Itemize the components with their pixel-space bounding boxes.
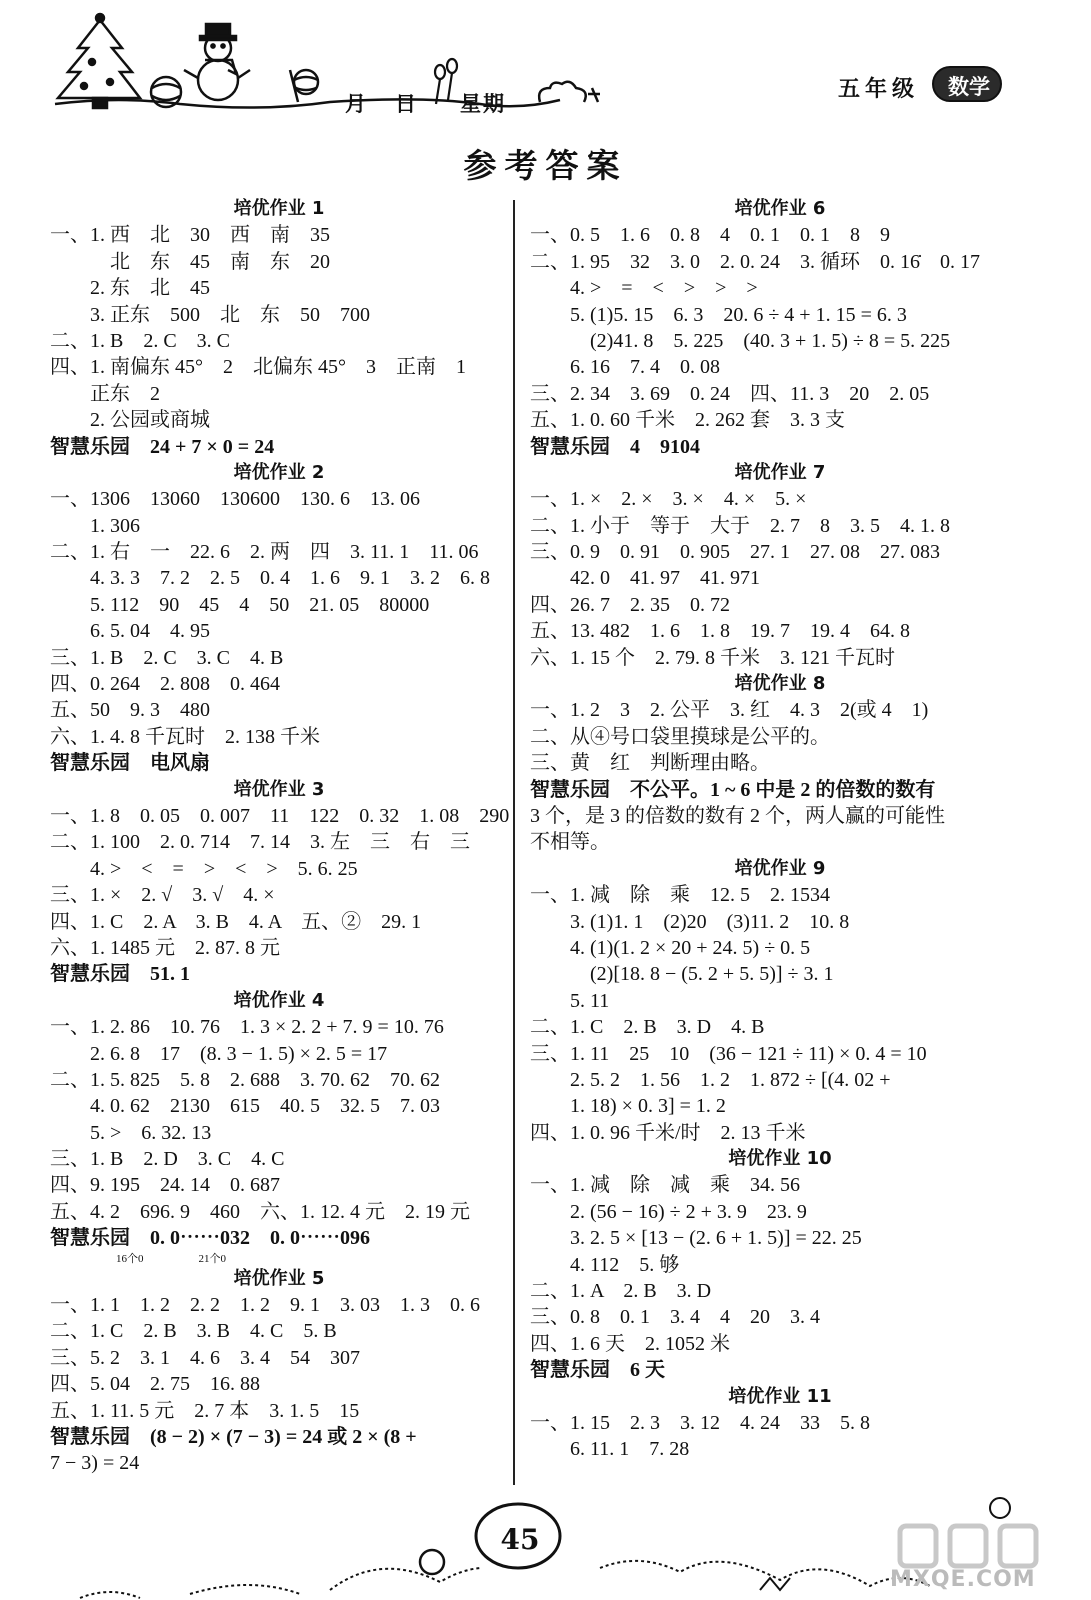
answer-line: 正东 2: [50, 382, 160, 405]
answer-line: 3. 2. 5 × [13 − (2. 6 + 1. 5)] = 22. 25: [530, 1227, 862, 1250]
answer-line: 北 东 45 南 东 20: [50, 250, 330, 273]
answer-line: 四、0. 264 2. 808 0. 464: [50, 673, 280, 696]
answer-line: 四、1. C 2. A 3. B 4. A 五、② 29. 1: [50, 910, 422, 933]
answer-line: 一、1. 减 除 乘 12. 5 2. 1534: [530, 884, 830, 907]
answer-line: 四、5. 04 2. 75 16. 88: [50, 1373, 260, 1396]
date-month-label: 月: [345, 91, 368, 116]
answer-line: 一、1. 8 0. 05 0. 007 11 122 0. 32 1. 08 290: [50, 804, 510, 827]
answer-line: 一、1306 13060 130600 130. 6 13. 06: [50, 488, 420, 511]
answer-line: 2. 东 北 45: [50, 277, 210, 300]
section-heading: 培优作业 6: [734, 198, 826, 219]
section-heading: 培优作业 2: [233, 461, 325, 483]
section-heading: 培优作业 11: [728, 1385, 832, 1407]
watermark-text: MXQE.COM: [890, 1567, 1036, 1592]
answer-line: 二、1. 95 32 3. 0 2. 0. 24 3. 循环 0. 16̇ 0. 17: [530, 250, 980, 273]
answer-line: 一、0. 5 1. 6 0. 8 4 0. 1 0. 1 8 9: [530, 224, 890, 247]
answer-line: 7 − 3) = 24: [50, 1452, 140, 1475]
answer-line: 二、1. 5. 825 5. 8 2. 688 3. 70. 62 70. 62: [50, 1068, 440, 1091]
answer-line: 三、0. 9 0. 91 0. 905 27. 1 27. 08 27. 083: [530, 541, 940, 564]
answer-line: 一、1. 西 北 30 西 南 35: [50, 224, 330, 247]
answer-line: 三、5. 2 3. 1 4. 6 3. 4 54 307: [50, 1346, 360, 1369]
answer-line: 六、1. 4. 8 千瓦时 2. 138 千米: [50, 725, 320, 748]
answer-line: 四、1. 0. 96 千米/时 2. 13 千米: [530, 1121, 806, 1144]
answer-line: 一、1. 2 3 2. 公平 3. 红 4. 3 2(或 4 1): [530, 699, 929, 722]
section-heading: 培优作业 10: [728, 1148, 832, 1170]
answer-line: 一、1. 2. 86 10. 76 1. 3 × 2. 2 + 7. 9 = 10. 76: [50, 1016, 444, 1039]
date-day-label: 日: [395, 91, 418, 116]
answer-line: 4. 112 5. 够: [530, 1253, 680, 1276]
answer-line: 不相等。: [530, 831, 610, 854]
answer-line: 一、1. 减 除 减 乘 34. 56: [530, 1174, 800, 1197]
date-weekday-label: 星期: [460, 91, 506, 116]
answer-line: 一、1. 15 2. 3 3. 12 4. 24 33 5. 8: [530, 1411, 870, 1434]
answer-line: 三、黄 红 判断理由略。: [530, 752, 770, 775]
answer-line: 二、1. 小于 等于 大于 2. 7 8 3. 5 4. 1. 8: [530, 514, 950, 537]
zigzag-icon: [760, 1578, 790, 1590]
answer-line: 六、1. 1485 元 2. 87. 8 元: [50, 936, 280, 959]
answer-line: 一、1. 1 1. 2 2. 2 1. 2 9. 1 3. 03 1. 3 0. 6: [50, 1294, 480, 1317]
answer-line: 5. > 6. 32. 13: [50, 1121, 212, 1144]
answer-line: 3 个，是 3 的倍数的数有 2 个，两人赢的可能性: [530, 804, 945, 827]
answer-line: 二、1. A 2. B 3. D: [530, 1280, 712, 1303]
header-decoration: [0, 0, 1091, 130]
music-note-icon: [435, 59, 457, 104]
answer-line: 6. 5. 04 4. 95: [50, 620, 210, 643]
answer-line: 5. 112 90 45 4 50 21. 05 80000: [50, 593, 430, 616]
snowman-icon: [184, 24, 250, 100]
circle-icon: [420, 1550, 444, 1574]
answer-line: 四、26. 7 2. 35 0. 72: [530, 593, 730, 616]
section-heading: 培优作业 1: [233, 198, 325, 219]
answer-line: 智慧乐园 4 9104: [530, 435, 700, 458]
answer-line: 五、50 9. 3 480: [50, 699, 210, 722]
answer-line: 一、1. × 2. × 3. × 4. × 5. ×: [530, 488, 807, 511]
answer-line: 二、1. 100 2. 0. 714 7. 14 3. 左 三 右 三: [50, 831, 470, 854]
answer-line: 智慧乐园 0. 0⋯⋯032 0. 0⋯⋯096: [50, 1227, 370, 1250]
answer-line: 4. 3. 3 7. 2 2. 5 0. 4 1. 6 9. 1 3. 2 6. 8: [50, 567, 490, 590]
section-heading: 培优作业 9: [734, 857, 826, 879]
answer-line: 4. 0. 62 2130 615 40. 5 32. 5 7. 03: [50, 1095, 440, 1118]
answer-line: 四、1. 6 天 2. 1052 米: [530, 1332, 730, 1355]
section-heading: 培优作业 5: [233, 1267, 325, 1289]
answer-line: 智慧乐园 51. 1: [50, 963, 190, 986]
answer-line: 四、9. 195 24. 14 0. 687: [50, 1174, 280, 1197]
answer-line: 6. 16 7. 4 0. 08: [530, 356, 720, 379]
column-divider: [513, 200, 515, 1485]
answer-line: 智慧乐园 (8 − 2) × (7 − 3) = 24 或 2 × (8 +: [50, 1425, 417, 1448]
answer-line: 1. 306: [50, 514, 140, 537]
christmas-tree-icon: [58, 14, 140, 108]
answer-line: 3. (1)1. 1 (2)20 (3)11. 2 10. 8: [530, 910, 850, 933]
answer-line: 二、1. 右 一 22. 6 2. 两 四 3. 11. 1 11. 06: [50, 541, 479, 564]
answer-line: 2. 公园或商城: [50, 409, 210, 432]
answer-line: 二、1. C 2. B 3. D 4. B: [530, 1016, 765, 1039]
subject-label: 数学: [948, 74, 990, 99]
answer-line: 5. (1)5. 15 6. 3 20. 6 ÷ 4 + 1. 15 = 6. 3: [530, 303, 907, 326]
answer-line: 三、0. 8 0. 1 3. 4 4 20 3. 4: [530, 1306, 820, 1329]
answer-line: 智慧乐园 不公平。1 ~ 6 中是 2 的倍数的数有: [530, 778, 936, 801]
cloud-icon: [539, 82, 600, 102]
ball-icon: [290, 70, 318, 102]
answer-line: 5. 11: [530, 989, 610, 1012]
answer-line: 4. > = < > > >: [530, 277, 758, 300]
answer-line: 五、1. 0. 60 千米 2. 262 套 3. 3 支: [530, 409, 845, 432]
page-title: 参考答案: [463, 146, 628, 185]
answer-line: 16个0 21个0: [50, 1252, 226, 1265]
answer-line: 2. (56 − 16) ÷ 2 + 3. 9 23. 9: [530, 1200, 807, 1223]
right-column: [530, 196, 1030, 1463]
section-heading: 培优作业 7: [734, 461, 826, 483]
answer-line: 4. > < = > < > 5. 6. 25: [50, 857, 358, 880]
answer-line: 五、13. 482 1. 6 1. 8 19. 7 19. 4 64. 8: [530, 620, 910, 643]
answer-line: 四、1. 南偏东 45° 2 北偏东 45° 3 正南 1: [50, 356, 466, 379]
answer-line: 二、从④号口袋里摸球是公平的。: [530, 725, 830, 748]
page-number: 45: [500, 1523, 540, 1556]
answer-line: 智慧乐园 6 天: [530, 1359, 665, 1382]
answer-line: 六、1. 15 个 2. 79. 8 千米 3. 121 千瓦时: [530, 646, 895, 669]
answer-line: 1. 18) × 0. 3] = 1. 2: [530, 1095, 726, 1118]
answer-line: 2. 6. 8 17 (8. 3 − 1. 5) × 2. 5 = 17: [50, 1042, 388, 1065]
answer-line: 三、1. B 2. C 3. C 4. B: [50, 646, 284, 669]
left-column: [50, 196, 508, 1477]
answer-line: 三、2. 34 3. 69 0. 24 四、11. 3 20 2. 05: [530, 382, 930, 405]
section-heading: 培优作业 8: [734, 673, 826, 695]
answer-line: 五、1. 11. 5 元 2. 7 本 3. 1. 5 15: [50, 1399, 360, 1422]
answer-line: (2)[18. 8 − (5. 2 + 5. 5)] ÷ 3. 1: [530, 963, 834, 986]
answer-line: 二、1. C 2. B 3. B 4. C 5. B: [50, 1320, 337, 1343]
section-heading: 培优作业 4: [233, 989, 325, 1011]
answer-line: 五、4. 2 696. 9 460 六、1. 12. 4 元 2. 19 元: [50, 1200, 470, 1223]
subject-badge: [932, 66, 1002, 102]
answer-line: 42. 0 41. 97 41. 971: [530, 567, 760, 590]
answer-line: 3. 正东 500 北 东 50 700: [50, 303, 370, 326]
answer-line: 二、1. B 2. C 3. C: [50, 329, 231, 352]
grade-label: 五年级: [838, 76, 920, 102]
page-header: [0, 0, 1091, 130]
answer-line: 2. 5. 2 1. 56 1. 2 1. 872 ÷ [(4. 02 +: [530, 1068, 891, 1091]
answer-line: 4. (1)(1. 2 × 20 + 24. 5) ÷ 0. 5: [530, 936, 811, 959]
answer-line: 智慧乐园 24 + 7 × 0 = 24: [50, 435, 275, 458]
answer-line: (2)41. 8 5. 225 (40. 3 + 1. 5) ÷ 8 = 5. 225: [530, 329, 951, 352]
answer-line: 6. 11. 1 7. 28: [530, 1438, 690, 1461]
answer-line: 智慧乐园 电风扇: [50, 752, 210, 775]
answer-line: 三、1. B 2. D 3. C 4. C: [50, 1148, 285, 1171]
answer-line: 三、1. 11 25 10 (36 − 121 ÷ 11) × 0. 4 = 10: [530, 1042, 927, 1065]
answer-line: 三、1. × 2. √ 3. √ 4. ×: [50, 884, 275, 907]
section-heading: 培优作业 3: [233, 778, 325, 800]
